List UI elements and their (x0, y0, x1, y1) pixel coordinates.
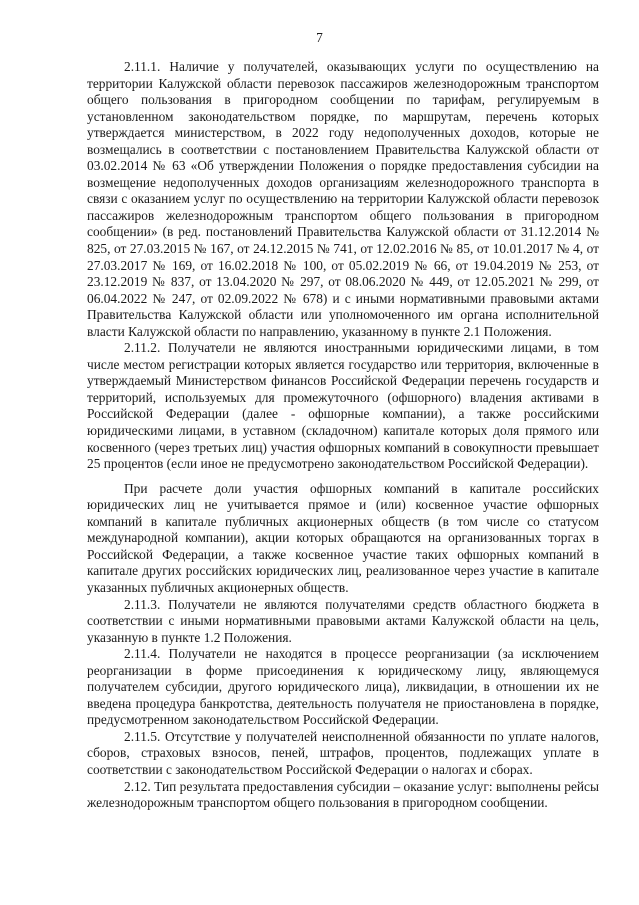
page-number: 7 (316, 30, 323, 45)
paragraph-2-11-2: 2.11.2. Получатели не являются иностранными юридическими лицами, в том числе местом регистрации которых является государство или территория, включенные в утверждаемый Министерством финансов Российской Федерации перечень государств и территорий, используемых для промежуточного (офшорного) владения активами в Российской Федерации (далее - офшорные компании), а также российскими юридическими лицами, в уставном (складочном) капитале которых доля прямого или косвенного (через третьих лиц) участия офшорных компаний в совокупности превышает 25 процентов (если иное не предусмотрено законодательством Российской Федерации). (87, 340, 599, 472)
paragraph-2-11-1: 2.11.1. Наличие у получателей, оказывающих услуги по осуществлению на территории Калужской области перевозок пассажиров железнодорожным транспортом общего пользования в пригородном сообщении по тарифам, регулируемым в установленном законодательством порядке, по маршрутам, перечень которых утверждается министерством, в 2022 году недополученных доходов, которые не возмещались в соответствии с постановлением Правительства Калужской области от 03.02.2014 № 63 «Об утверждении Положения о порядке предоставления субсидии на возмещение недополученных доходов организациям железнодорожного транспорта в связи с оказанием услуг по осуществлению на территории Калужской области перевозок пассажиров железнодорожным транспортом общего пользования в пригородном сообщении» (в ред. постановлений Правительства Калужской области от 31.12.2014 № 825, от 27.03.2015 № 167, от 24.12.2015 № 741, от 12.02.2016 № 85, от 10.01.2017 № 4, от 27.03.2017 № 169, от 16.02.2018 № 100, от 05.02.2019 № 66, от 19.04.2019 № 253, от 23.12.2019 № 837, от 13.04.2020 № 297, от 08.06.2020 № 449, от 12.05.2021 № 299, от 06.04.2022 № 247, от 02.09.2022 № 678) и с иными нормативными правовыми актами Правительства Калужской области или уполномоченного им органа исполнительной власти Калужской области по направлению, указанному в пункте 2.1 Положения. (87, 59, 599, 339)
paragraph-2-12: 2.12. Тип результата предоставления субсидии – оказание услуг: выполнены рейсы железнодорожным транспортом общего пользования в пригородном сообщении. (87, 778, 599, 811)
paragraph-2-11-5: 2.11.5. Отсутствие у получателей неисполненной обязанности по уплате налогов, сборов, страховых взносов, пеней, штрафов, процентов, подлежащих уплате в соответствии с законодательством Российской Федерации о налогах и сборах. (87, 728, 599, 777)
paragraph-2-11-3: 2.11.3. Получатели не являются получателями средств областного бюджета в соответствии с иными нормативными правовыми актами Калужской области на цель, указанную в пункте 1.2 Положения. (87, 596, 599, 645)
paragraph-offshore-share: При расчете доли участия офшорных компаний в капитале российских юридических лиц не учитывается прямое и (или) косвенное участие офшорных компаний в капитале публичных акционерных обществ (в том числе со статусом международной компании), акции которых обращаются на организованных торгах в Российской Федерации, а также косвенное участие таких офшорных компаний в капитале других российских юридических лиц, реализованное через участие в капитале указанных публичных акционерных обществ. (87, 480, 599, 595)
paragraph-2-11-4: 2.11.4. Получатели не находятся в процессе реорганизации (за исключением реорганизации в форме присоединения к юридическому лицу, являющемуся получателем субсидии, другого юридического лица), ликвидации, в отношении их не введена процедура банкротства, деятельность получателя не приостановлена в порядке, предусмотренном законодательством Российской Федерации. (87, 646, 599, 728)
document-body (87, 59, 599, 812)
